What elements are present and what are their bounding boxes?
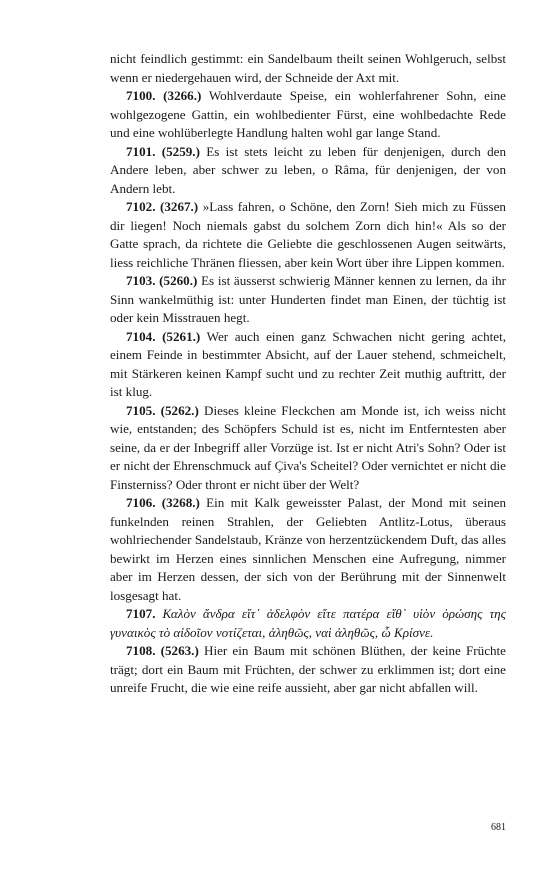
verse-7100	[110, 87, 506, 143]
paragraph-text: nicht feindlich gestimmt: ein Sandelbaum theilt seinen Wohlgeruch, selbst wenn er niedergehauen wird, der Schneide der Axt mit.	[110, 51, 506, 85]
verse-number: 7103. (5260.)	[126, 273, 198, 288]
paragraph-continuation	[110, 50, 506, 87]
page-number: 681	[491, 822, 506, 833]
verse-text: Wohlverdaute Speise, ein wohlerfahrener Sohn, eine wohlgezogene Gattin, ein wohlbedienter Fürst, eine wohlbedachte Rede und eine wohlüberlegte Handlung halten wohl gar lange Stand.	[110, 88, 506, 140]
verse-7106	[110, 494, 506, 605]
verse-7101	[110, 143, 506, 199]
verse-text: Ein mit Kalk geweisster Palast, der Mond mit seinen funkelnden reinen Strahlen, der Geliebten Antlitz-Lotus, überaus wohlriechender Sandelstaub, Kränze von herzentzückendem Duft, das alles bewirkt im Herzen eines sinnlichen Menschen eine Aufregung, nimmer aber im Herzen dessen, der sich von der Berührung mit der Sinnenwelt losgesagt hat.	[110, 495, 507, 603]
main-text	[110, 50, 506, 698]
verse-text: Es ist äusserst schwierig Männer kennen zu lernen, da ihr Sinn wankelmüthig ist: unter Hunderten findet man Einen, der tüchtig ist oder kein Misstrauen hegt.	[110, 273, 506, 325]
verse-7105	[110, 402, 506, 495]
verse-number: 7102. (3267.)	[126, 199, 199, 214]
verse-7102	[110, 198, 506, 272]
verse-text: Es ist stets leicht zu leben für denjenigen, durch den Andere leben, aber schwer zu leben, o Râma, für denjenigen, der von Andern lebt.	[110, 143, 506, 196]
verse-text: Hier ein Baum mit schönen Blüthen, der keine Früchte trägt; dort ein Baum mit Früchten, der schwer zu erklimmen ist; dort eine unreife Frucht, die wie eine reife aussieht, aber gar nicht abfallen will.	[110, 643, 506, 695]
verse-text: Wer auch einen ganz Schwachen nicht gering achtet, einem Feinde in bestimmter Absicht, auf der Lauer stehend, schmeichelt, mit Stärkeren keinen Kampf sucht und zu rechter Zeit muthig auftritt, der ist klug.	[110, 328, 506, 399]
verse-text: Dieses kleine Fleckchen am Monde ist, ich weiss nicht wie, entstanden; des Schöpfers Schuld ist es, nicht im Entferntesten aber seine, da er der Inbegriff aller Vorzüge ist. Ist er nicht Atri's Sohn? Oder ist er nicht der Ehrenschmuck auf Çiva's Scheitel? Oder vernichtet er nicht die Finsterniss? Oder thront er nicht über der Welt?	[110, 402, 507, 492]
verse-7108	[110, 642, 506, 698]
verse-number: 7106. (3268.)	[126, 495, 200, 510]
verse-7103	[110, 272, 506, 328]
verse-number: 7107.	[126, 606, 156, 621]
verse-number: 7104. (5261.)	[126, 328, 201, 344]
verse-number: 7108. (5263.)	[126, 643, 199, 658]
verse-number: 7101. (5259.)	[126, 143, 200, 159]
verse-7104	[110, 328, 506, 402]
verse-number: 7100. (3266.)	[126, 88, 202, 103]
verse-text: »Lass fahren, o Schöne, den Zorn! Sieh mich zu Füssen dir liegen! Noch niemals gabst du solchem Zorn dich hin!« Als so der Gatte sprach, da richtete die Geliebte die geschlossenen Augen seitwärts, liess reichliche Thränen fliessen, aber kein Wort über ihre Lippen kommen.	[110, 199, 506, 270]
greek-verse-text: Καλὸν ἄνδρα εἴτ᾽ ἀδελφὸν εἴτε πατέρα εἴθ᾽ υἱὸν ὁρώσης της γυναικὸς τὸ αἰδοῖον νοτίζεται, ἀληθῶς, ναὶ ἀληθῶς, ὦ Κρίσνε.	[110, 606, 506, 640]
verse-number: 7105. (5262.)	[126, 402, 199, 418]
verse-7107	[110, 605, 506, 642]
